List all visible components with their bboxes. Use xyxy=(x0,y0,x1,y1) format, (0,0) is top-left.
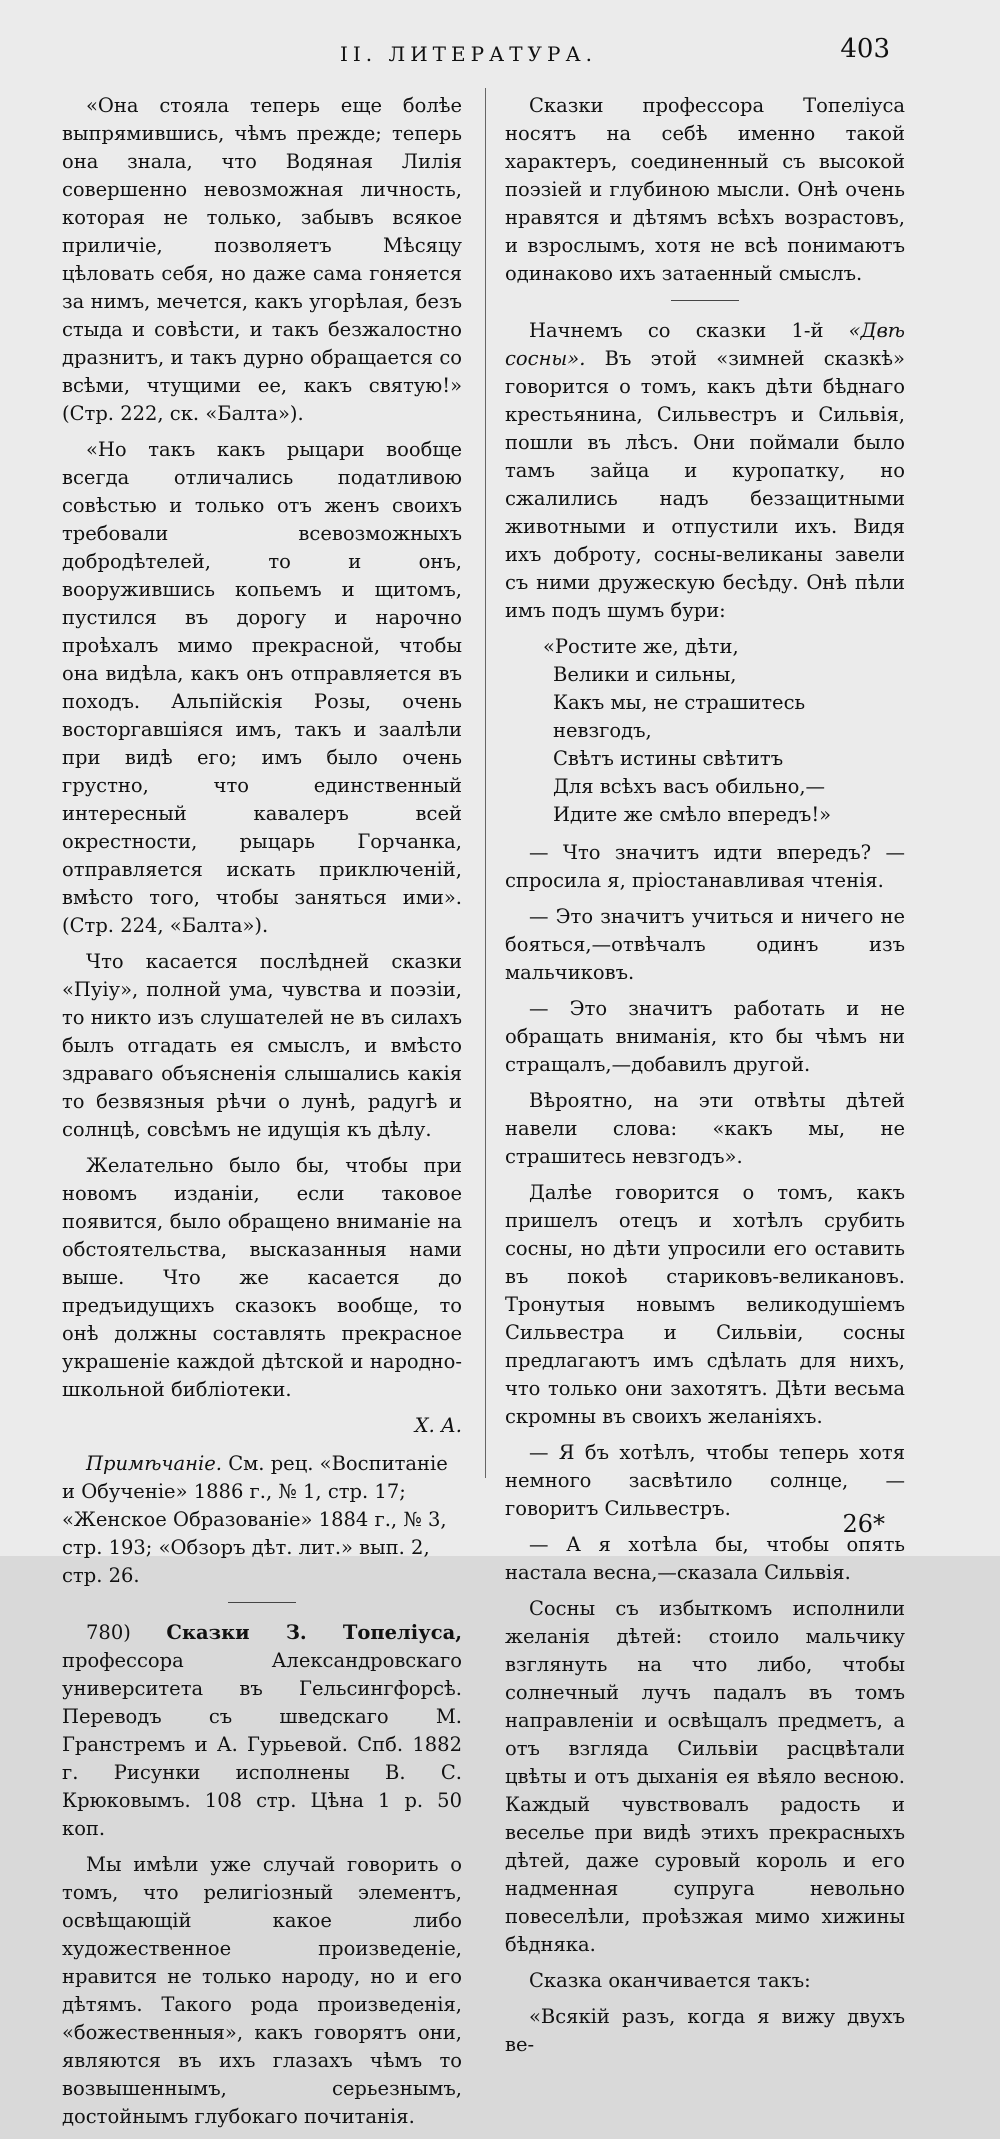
section-rule xyxy=(671,300,739,301)
paragraph: Что касается послѣдней сказки «Пуіу», полной ума, чувства и поэзіи, то никто изъ слушателей не въ силахъ былъ отгадать ея смыслъ, и вмѣсто здраваго объясненія слышались какія то безвязныя рѣчи о лунѣ, радугѣ и солнцѣ, совсѣмъ не идущія къ дѣлу. xyxy=(62,950,462,1141)
paragraph: Мы имѣли уже случай говорить о томъ, что религіозный элементъ, освѣщающій какое либо художественное произведеніе, нравится не только народу, но и его дѣтямъ. Такого рода произведенія, «божественныя», какъ говорятъ они, являются въ ихъ глазахъ чѣмъ то возвышеннымъ, серьезнымъ, достойнымъ глубокаго почитанія. xyxy=(62,1853,462,2128)
paragraph-start: Начнемъ со сказки 1-й xyxy=(529,319,824,342)
running-title: II. ЛИТЕРАТУРА. xyxy=(340,42,597,66)
entry-number: 780) xyxy=(86,1621,131,1644)
tale-title: «Двѣ сосны». xyxy=(505,319,905,370)
poem-line: «Ростите же, дѣти, xyxy=(543,635,739,658)
poem-line: Свѣтъ истины свѣтитъ xyxy=(553,747,784,770)
poem-line: Велики и сильны, xyxy=(553,663,737,686)
paragraph: — Я бъ хотѣлъ, чтобы теперь хотя немного засвѣтило солнце, — говоритъ Сильвестръ. xyxy=(505,1441,905,1520)
poem-line: Для всѣхъ васъ обильно,— xyxy=(553,775,826,798)
paragraph: — А я хотѣла бы, чтобы опять настала весна,—сказала Сильвія. xyxy=(505,1533,905,1584)
paragraph: Желательно было бы, чтобы при новомъ изданіи, если таковое появится, было обращено вниманіе на обстоятельства, высказанныя нами выше. Что же касается до предъидущихъ сказокъ вообще, то онѣ должны составлять прекрасное украшеніе каждой дѣтской и народно-школьной библіотеки. xyxy=(62,1154,462,1401)
poem-block xyxy=(543,633,905,829)
paragraph: Далѣе говорится о томъ, какъ пришелъ отецъ и хотѣлъ срубить сосны, но дѣти упросили его оставить въ покоѣ стариковъ-великановъ. Тронутыя новымъ великодушіемъ Сильвестра и Сильвіи, сосны предлагаютъ имъ сдѣлать для нихъ, что только они захотятъ. Дѣти весьма скромны въ своихъ желаніяхъ. xyxy=(505,1181,905,1428)
paragraph: Сосны съ избыткомъ исполнили желанія дѣтей: стоило мальчику взглянуть на что либо, чтобы солнечный лучъ падалъ въ томъ направленіи и освѣщалъ предметъ, а отъ взгляда Сильвіи расцвѣтали цвѣты и отъ дыханія ея вѣяло весною. Каждый чувствовалъ радость и веселье при видѣ этихъ прекрасныхъ дѣтей, даже суровый король и его надменная супруга невольно повеселѣли, проѣзжая мимо хижины бѣдняка. xyxy=(505,1597,905,1956)
sheet-signature: 26* xyxy=(842,1510,885,1538)
author-signature: Х. А. xyxy=(414,1414,462,1437)
note-text: См. рец. «Воспитаніе и Обученіе» 1886 г., № 1, стр. 17; «Женское Образованіе» 1884 г., № 3, стр. 193; «Обзоръ дѣт. лит.» вып. 2, стр. 26. xyxy=(62,1452,448,1587)
entry-details: профессора Александровскаго университета въ Гельсингфорсѣ. Переводъ съ шведскаго М. Гранстремъ и А. Гурьевой. Спб. 1882 г. Рисунки исполнены В. С. Крюковымъ. 108 стр. Цѣна 1 р. 50 коп. xyxy=(62,1649,462,1840)
paragraph: Сказка оканчивается такъ: xyxy=(529,1969,811,1992)
paragraph: «Но такъ какъ рыцари вообще всегда отличались податливою совѣстью и только отъ женъ своихъ требовали всевозможныхъ добродѣтелей, то и онъ, вооружившись копьемъ и щитомъ, пустился въ дорогу и нарочно проѣхалъ мимо прекрасной, чтобы она видѣла, какъ онъ отправляется въ походъ. Альпійскія Розы, очень восторгавшіяся имъ, такъ и заалѣли при видѣ его; имъ было очень грустно, что единственный интересный кавалеръ всей окрестности, рыцарь Горчанка, отправляется искать приключеній, вмѣсто того, чтобы заняться ими». (Стр. 224, «Балта»). xyxy=(62,438,462,937)
paragraph: — Это значитъ работать и не обращать вниманія, кто бы чѣмъ ни стращалъ,—добавилъ другой. xyxy=(505,997,905,1076)
page-number: 403 xyxy=(840,34,890,64)
page-header xyxy=(0,26,1000,76)
paragraph: «Всякій разъ, когда я вижу двухъ ве- xyxy=(505,2005,905,2056)
paragraph-rest: Въ этой «зимней сказкѣ» говорится о томъ, какъ дѣти бѣднаго крестьянина, Сильвестръ и Сильвія, пошли въ лѣсъ. Они поймали было тамъ зайца и куропатку, но сжалились надъ беззащитными животными и отпустили ихъ. Видя ихъ доброту, сосны-великаны завели съ ними дружескую бесѣду. Онѣ пѣли имъ подъ шумъ бури: xyxy=(505,347,905,622)
paragraph: Сказки профессора Топеліуса носятъ на себѣ именно такой характеръ, соединенный съ высокой поэзіей и глубиною мысли. Онѣ очень нравятся и дѣтямъ всѣхъ возрастовъ, и взрослымъ, хотя не всѣ понимаютъ одинаково ихъ затаенный смыслъ. xyxy=(505,94,905,285)
column-divider xyxy=(485,88,486,1478)
entry-title: Сказки З. Топеліуса, xyxy=(166,1621,462,1644)
bibliographic-entry xyxy=(62,1619,462,1843)
paragraph: — Это значитъ учиться и ничего не бояться,—отвѣчалъ одинъ изъ мальчиковъ. xyxy=(505,905,905,984)
footnote xyxy=(62,1450,462,1590)
note-label: Примѣчаніе. xyxy=(86,1452,222,1475)
poem-line: Идите же смѣло впередъ!» xyxy=(553,803,832,826)
right-column xyxy=(505,92,905,2067)
section-rule xyxy=(228,1602,296,1603)
paragraph: «Она стояла теперь еще болѣе выпрямившись, чѣмъ прежде; теперь она знала, что Водяная Лилія совершенно невозможная личность, которая не только, забывъ всякое приличіе, позволяетъ Мѣсяцу цѣловать себя, но даже сама гоняется за нимъ, мечется, какъ угорѣлая, безъ стыда и совѣсти, и такъ безжалостно дразнитъ, и такъ дурно обращается со всѣми, чтущими ее, какъ святую!» (Стр. 222, ск. «Балта»). xyxy=(62,94,462,425)
poem-line: Какъ мы, не страшитесь невзгодъ, xyxy=(553,691,806,742)
paragraph xyxy=(505,317,905,625)
left-column xyxy=(62,92,462,2139)
paragraph: Вѣроятно, на эти отвѣты дѣтей навели слова: «какъ мы, не страшитесь невзгодъ». xyxy=(505,1089,905,1168)
paragraph: — Что значитъ идти впередъ? — спросила я, пріостанавливая чтенія. xyxy=(505,841,905,892)
